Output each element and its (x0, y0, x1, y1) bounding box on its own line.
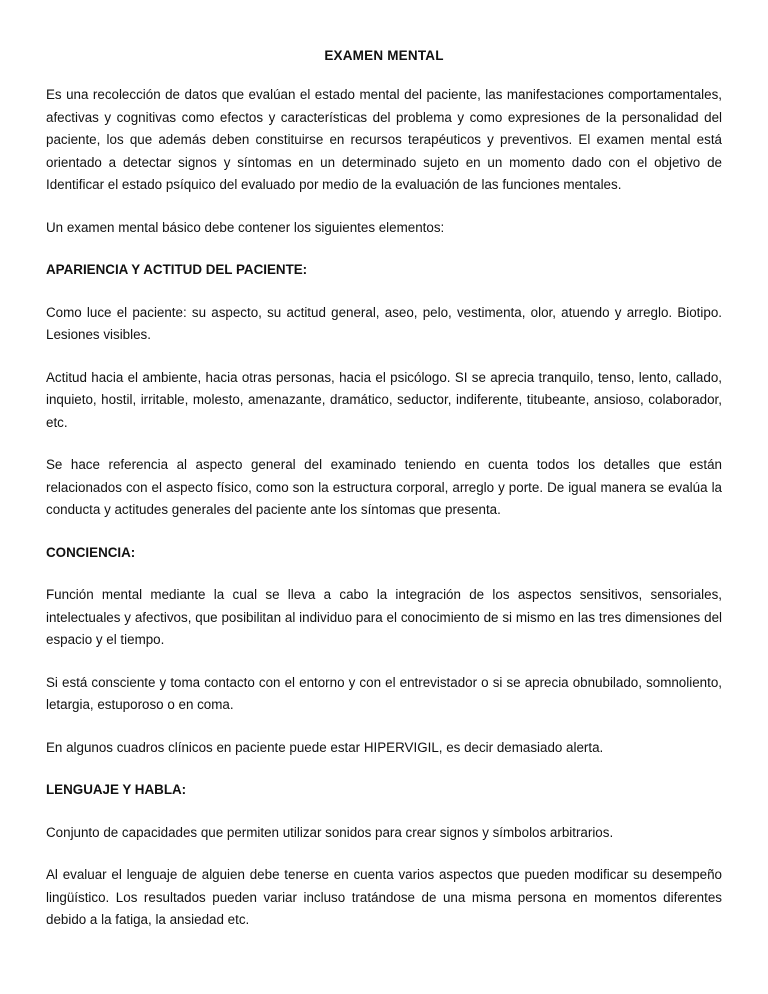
conciencia-paragraph-2: Si está consciente y toma contacto con el entorno y con el entrevistador o si se aprecia obnubilado, somnoliento, letargia, estuporoso o en coma. (46, 674, 722, 712)
lenguaje-paragraph-1: Conjunto de capacidades que permiten utilizar sonidos para crear signos y símbolos arbitrarios. (46, 824, 614, 840)
section-heading-conciencia: CONCIENCIA: (46, 544, 136, 560)
apariencia-paragraph-1: Como luce el paciente: su aspecto, su actitud general, aseo, pelo, vestimenta, olor, atuendo y arreglo. Biotipo. Lesiones visibles. (46, 304, 722, 342)
section-heading-apariencia: APARIENCIA Y ACTITUD DEL PACIENTE: (46, 262, 308, 277)
document-page (46, 46, 722, 952)
section-heading-lenguaje: LENGUAJE Y HABLA: (46, 782, 187, 797)
apariencia-paragraph-2: Actitud hacia el ambiente, hacia otras personas, hacia el psicólogo. SI se aprecia tranquilo, tenso, lento, callado, inquieto, hostil, irritable, molesto, amenazante, dramático, seductor, indiferente, titubeante, ansioso, colaborador, etc. (46, 369, 722, 430)
apariencia-paragraph-3: Se hace referencia al aspecto general del examinado teniendo en cuenta todos los detalles que están relacionados con el aspecto físico, como son la estructura corporal, arreglo y porte. De igual manera se evalúa la conducta y actitudes generales del paciente ante los síntomas que presenta. (46, 457, 722, 517)
conciencia-paragraph-3: En algunos cuadros clínicos en paciente puede estar HIPERVIGIL, es decir demasiado alerta. (46, 739, 604, 755)
lenguaje-paragraph-2: Al evaluar el lenguaje de alguien debe tenerse en cuenta varios aspectos que pueden modificar su desempeño lingüístico. Los resultados pueden variar incluso tratándose de una misma persona en momentos diferentes debido a la fatiga, la ansiedad etc. (46, 867, 722, 927)
conciencia-paragraph-1: Función mental mediante la cual se lleva a cabo la integración de los aspectos sensitivos, sensoriales, intelectuales y afectivos, que posibilitan al individuo para el conocimiento de si mismo en las tres dimensiones del espacio y el tiempo. (46, 587, 722, 647)
lead-paragraph: Un examen mental básico debe contener los siguientes elementos: (46, 219, 445, 235)
document-title: EXAMEN MENTAL (324, 48, 444, 63)
intro-paragraph: Es una recolección de datos que evalúan el estado mental del paciente, las manifestaciones comportamentales, afectivas y cognitivas como efectos y características del problema y como expresiones de la personalidad del paciente, los que además deben constituirse en recursos terapéuticos y preventivos. El examen mental está orientado a detectar signos y síntomas en un determinado sujeto en un momento dado con el objetivo de Identificar el estado psíquico del evaluado por medio de la evaluación de las funciones mentales. (46, 87, 722, 192)
